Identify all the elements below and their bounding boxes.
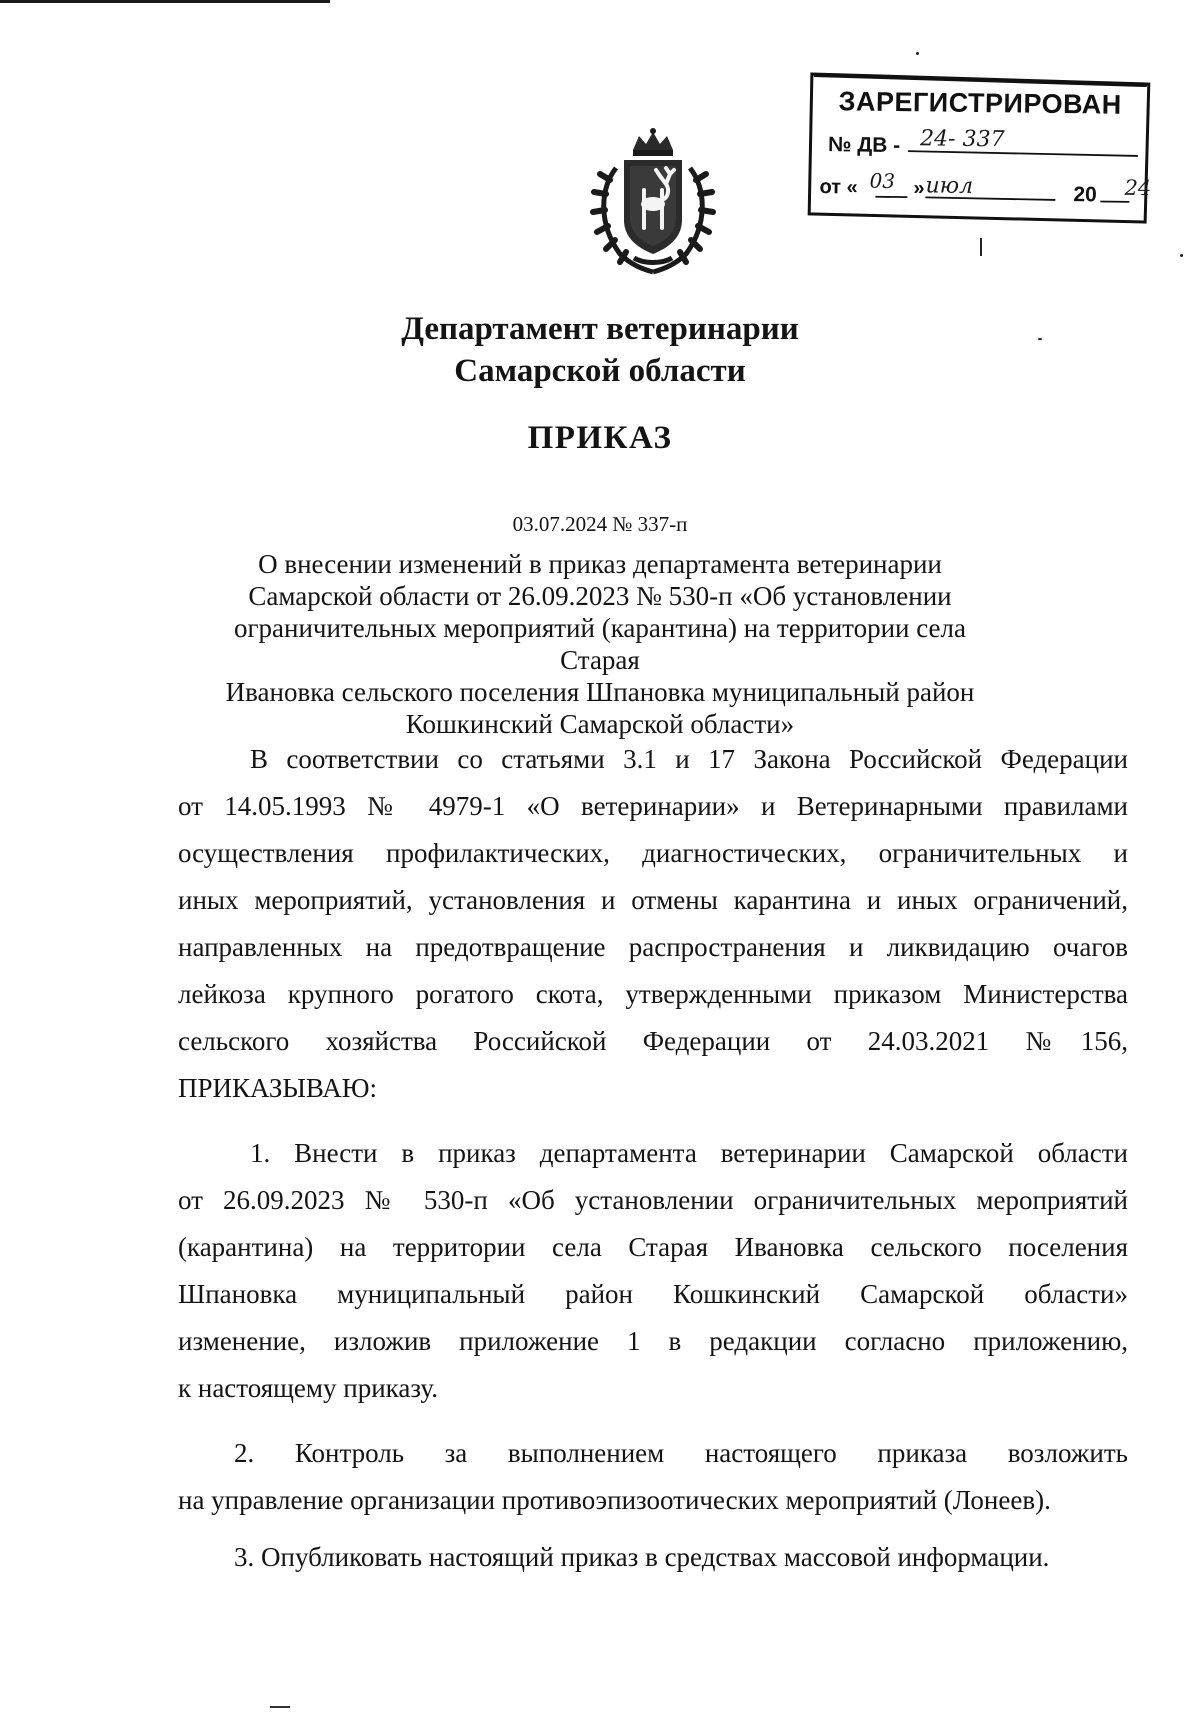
order-subject — [200, 548, 1000, 740]
stamp-handwritten-number: 24- 337 — [919, 126, 1005, 153]
scan-speck — [1180, 254, 1183, 257]
stamp-handwritten-month: июл — [925, 173, 974, 199]
department-heading — [300, 308, 900, 392]
subject-line: О внесении изменений в приказ департамента ветеринарии — [258, 549, 942, 579]
preamble-line: иных мероприятий, установления и отмены карантина и иных ограничений, — [178, 885, 1128, 915]
stamp-date-quote: » — [913, 177, 925, 200]
order-item-3 — [178, 1534, 1128, 1581]
item-line: 1. Внести в приказ департамента ветеринарии Самарской области — [250, 1138, 1128, 1168]
stamp-date-label: от « — [819, 176, 858, 199]
order-item-1 — [178, 1130, 1128, 1412]
item-line: от 26.09.2023 № 530-п «Об установлении ограничительных мероприятий — [178, 1185, 1128, 1215]
item-line: 2. Контроль за выполнением настоящего приказа возложить — [234, 1438, 1128, 1468]
scan-mark — [980, 238, 982, 256]
department-line-1: Департамент ветеринарии — [401, 311, 799, 347]
document-type-title: ПРИКАЗ — [527, 420, 673, 456]
scan-speck — [916, 52, 919, 55]
item-line: изменение, изложив приложение 1 в редакции согласно приложению, — [178, 1326, 1128, 1356]
item-line: к настоящему приказу. — [178, 1373, 438, 1403]
subject-line: ограничительных мероприятий (карантина) на территории села Старая — [233, 613, 967, 675]
preamble-line: от 14.05.1993 № 4979-1 «О ветеринарии» и Ветеринарными правилами — [178, 791, 1128, 821]
preamble-line: сельского хозяйства Российской Федерации от 24.03.2021 №156, — [178, 1026, 1128, 1056]
item-line: (карантина) на территории села Старая Ивановка сельского поселения — [178, 1232, 1128, 1262]
stamp-year-prefix: 20 — [1073, 183, 1097, 207]
scan-speck — [1038, 338, 1042, 340]
preamble-paragraph — [178, 736, 1128, 1112]
department-line-2: Самарской области — [454, 353, 746, 389]
samara-coat-of-arms-emblem — [586, 128, 720, 276]
registration-stamp — [807, 72, 1151, 224]
subject-line: Ивановка сельского поселения Шпановка муниципальный район — [225, 677, 975, 707]
preamble-line: В соответствии со статьями 3.1 и 17 Закона Российской Федерации — [250, 744, 1128, 774]
stamp-title: ЗАРЕГИСТРИРОВАН — [838, 86, 1122, 120]
preamble-line: осуществления профилактических, диагностических, ограничительных и — [178, 838, 1128, 868]
item-line: Шпановка муниципальный район Кошкинский Самарской области» — [178, 1279, 1128, 1309]
stamp-handwritten-year: 24 — [1124, 175, 1152, 201]
preamble-line: ПРИКАЗЫВАЮ: — [178, 1073, 377, 1103]
scan-edge-mark — [270, 1706, 290, 1708]
subject-line: Кошкинский Самарской области» — [405, 709, 795, 739]
order-item-2 — [178, 1430, 1128, 1524]
stamp-number-label: № ДВ - — [827, 133, 901, 158]
stamp-handwritten-day: 03 — [869, 168, 896, 193]
item-line: на управление организации противоэпизоотических мероприятий (Лонеев). — [178, 1485, 1051, 1515]
preamble-line: направленных на предотвращение распространения и ликвидацию очагов — [178, 932, 1128, 962]
order-date-number: 03.07.2024 № 337-п — [512, 512, 688, 536]
item-line: 3. Опубликовать настоящий приказ в средствах массовой информации. — [234, 1542, 1050, 1572]
preamble-line: лейкоза крупного рогатого скота, утвержденными приказом Министерства — [178, 979, 1128, 1009]
subject-line: Самарской области от 26.09.2023 № 530-п «Об установлении — [248, 581, 952, 611]
scan-edge-line — [0, 0, 330, 3]
